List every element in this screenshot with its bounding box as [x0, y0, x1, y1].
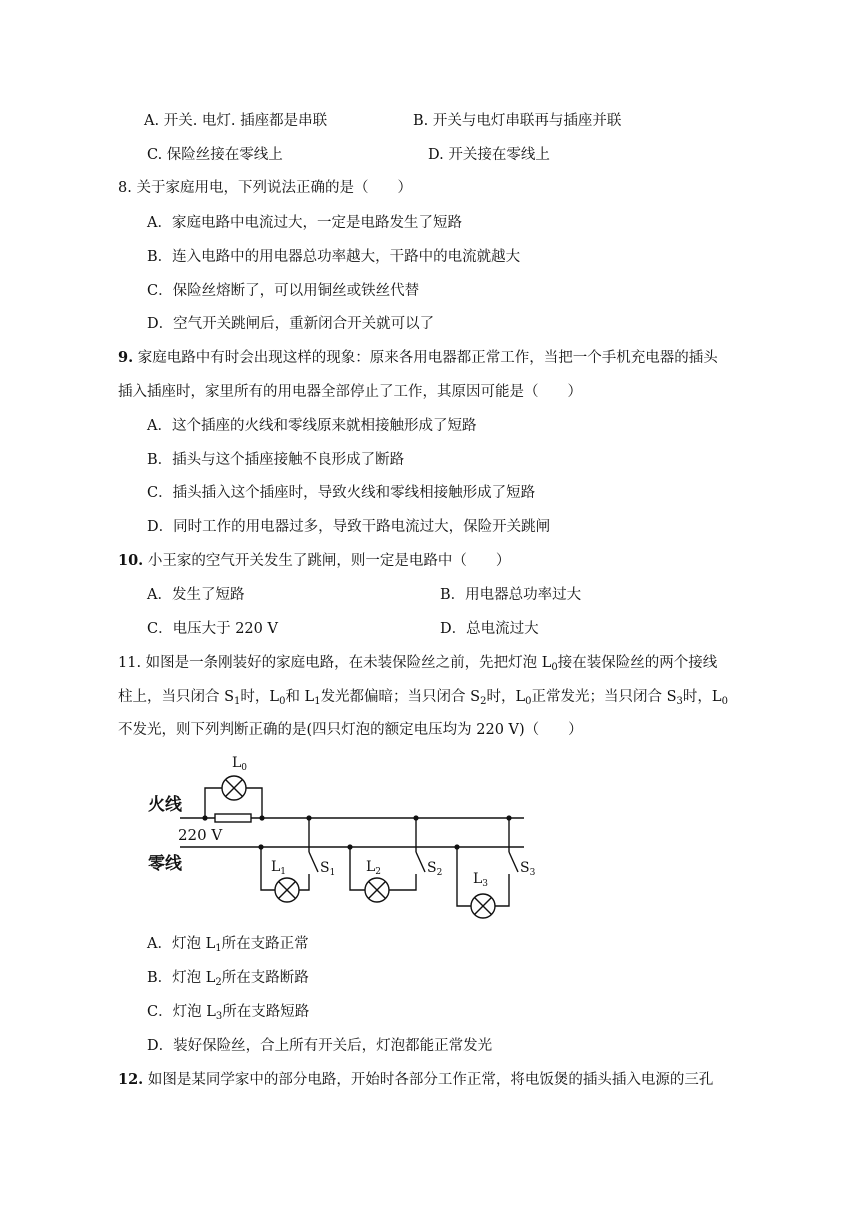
q7-option-d: D. 开关接在零线上	[428, 147, 550, 163]
q9-stem-line1	[118, 348, 718, 368]
q7-option-a: A. 开关. 电灯. 插座都是串联	[144, 113, 328, 129]
q10-option-b: B．用电器总功率过大	[440, 587, 582, 603]
lamp-l3-label: $L_3$	[473, 871, 489, 889]
live-wire-label: 火线	[148, 795, 182, 815]
q11-option-b: B．灯泡 $L_2$所在支路断路	[147, 970, 309, 988]
switch-s1-blade	[309, 852, 318, 872]
q11-stem-line1: 11. 如图是一条刚装好的家庭电路，在未装保险丝之前，先把灯泡 $L_0$接在装保险丝的两个接线	[118, 655, 718, 673]
lamp-l2-label: $L_2$	[366, 859, 382, 877]
q7-option-c: C. 保险丝接在零线上	[147, 147, 283, 163]
q9-stem-line2: 插入插座时，家里所有的用电器全部停止了工作，其原因可能是（ ）	[118, 384, 582, 400]
q9-option-d: D．同时工作的用电器过多，导致干路电流过大，保险开关跳闸	[147, 519, 551, 535]
q9-option-a: A．这个插座的火线和零线原来就相接触形成了短路	[147, 418, 477, 434]
q9-number: 9.	[118, 349, 134, 366]
switch-s2-label: $S_2$	[427, 860, 443, 878]
q9-option-b: B．插头与这个插座接触不良形成了断路	[147, 452, 405, 468]
q9-stem-text1: 家庭电路中有时会出现这样的现象：原来各用电器都正常工作，当把一个手机充电器的插头	[137, 350, 718, 366]
fuse-holder	[215, 814, 251, 822]
q8-option-b: B．连入电路中的用电器总功率越大，干路中的电流就越大	[147, 249, 521, 265]
q10-option-c: C．电压大于 220 V	[147, 621, 278, 637]
q10-option-a: A．发生了短路	[147, 587, 245, 603]
q8-option-d: D．空气开关跳闸后，重新闭合开关就可以了	[147, 316, 435, 332]
q11-stem-line2: 柱上，当只闭合 $S_1$时，$L_0$和 $L_1$发光都偏暗；当只闭合 $S_2$时，$L_0$正常发光；当只闭合 $S_3$时，$L_0$	[118, 689, 728, 707]
switch-s2-blade	[416, 852, 425, 872]
q12-stem-line	[118, 1070, 713, 1090]
q10-stem-text: 小王家的空气开关发生了跳闸，则一定是电路中（ ）	[147, 553, 511, 569]
q11-option-a: A．灯泡 $L_1$所在支路正常	[147, 936, 309, 954]
q8-option-a: A．家庭电路中电流过大，一定是电路发生了短路	[147, 215, 462, 231]
q11-option-d: D．装好保险丝，合上所有开关后，灯泡都能正常发光	[147, 1038, 493, 1054]
q12-number: 12.	[118, 1071, 144, 1088]
q11-stem-line3: 不发光，则下列判断正确的是(四只灯泡的额定电压均为 220 V)（ ）	[118, 722, 583, 738]
lamp-l0-label: $L_0$	[232, 755, 248, 773]
q11-option-c: C．灯泡 $L_3$所在支路短路	[147, 1004, 310, 1022]
q12-stem-text: 如图是某同学家中的部分电路，开始时各部分工作正常，将电饭煲的插头插入电源的三孔	[147, 1072, 714, 1088]
voltage-label: 220 V	[178, 826, 223, 844]
switch-s1-label: $S_1$	[320, 860, 336, 878]
lamp-l1-label: $L_1$	[271, 859, 287, 877]
q7-option-b: B. 开关与电灯串联再与插座并联	[413, 113, 622, 129]
switch-s3-label: $S_3$	[520, 860, 536, 878]
q9-option-c: C．插头插入这个插座时，导致火线和零线相接触形成了短路	[147, 485, 536, 501]
q10-option-d: D．总电流过大	[440, 621, 539, 637]
switch-s3-blade	[509, 852, 518, 872]
q10-number: 10.	[118, 552, 144, 569]
q8-stem: 8. 关于家庭用电，下列说法正确的是（ ）	[118, 180, 412, 196]
q8-option-c: C．保险丝熔断了，可以用铜丝或铁丝代替	[147, 283, 420, 299]
neutral-wire-label: 零线	[148, 854, 182, 874]
circuit-diagram	[140, 748, 540, 920]
q10-stem-line	[118, 551, 510, 571]
